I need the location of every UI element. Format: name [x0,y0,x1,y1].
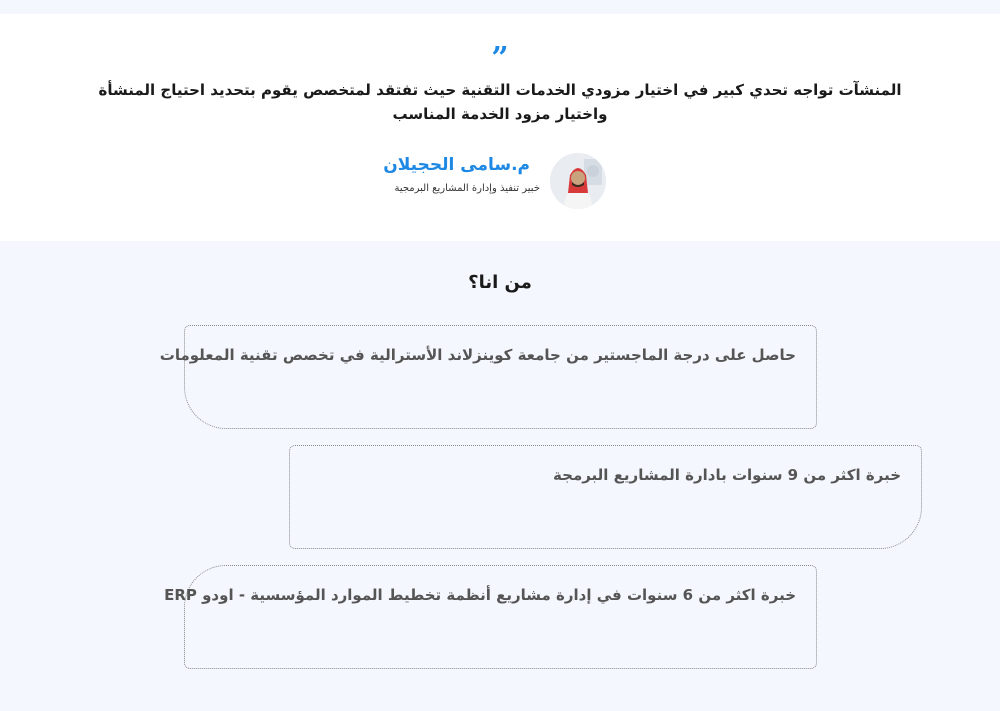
quote-mark-icon: ” [491,41,509,76]
author-role: خبير تنفيذ وإدارة المشاريع البرمجية [394,183,540,194]
author-name: م.سامى الحجيلان [383,155,530,175]
testimonial-quote: المنشآت تواجه تحدي كبير في اختيار مزودي الخدمات التقنية حيث تفتقد لمتخصص يقوم بتحديد احتياج المنشأة واختيار مزود الخدمة المناسب [98,81,902,123]
author-avatar [550,153,606,209]
about-card-text: خبرة اكثر من 6 سنوات في إدارة مشاريع أنظمة تخطيط الموارد المؤسسية - اودو ERP [164,586,796,604]
about-card [289,445,922,549]
about-card-text: حاصل على درجة الماجستير من جامعة كوينزلاند الأسترالية في تخصص تقنية المعلومات [159,346,796,364]
about-card [164,565,817,669]
about-card [159,325,817,429]
avatar-photo-icon [550,153,606,209]
top-strip [0,0,1000,14]
about-card-text: خبرة اكثر من 9 سنوات بادارة المشاريع البرمجة [553,466,901,484]
about-heading: من انا؟ [468,272,532,293]
